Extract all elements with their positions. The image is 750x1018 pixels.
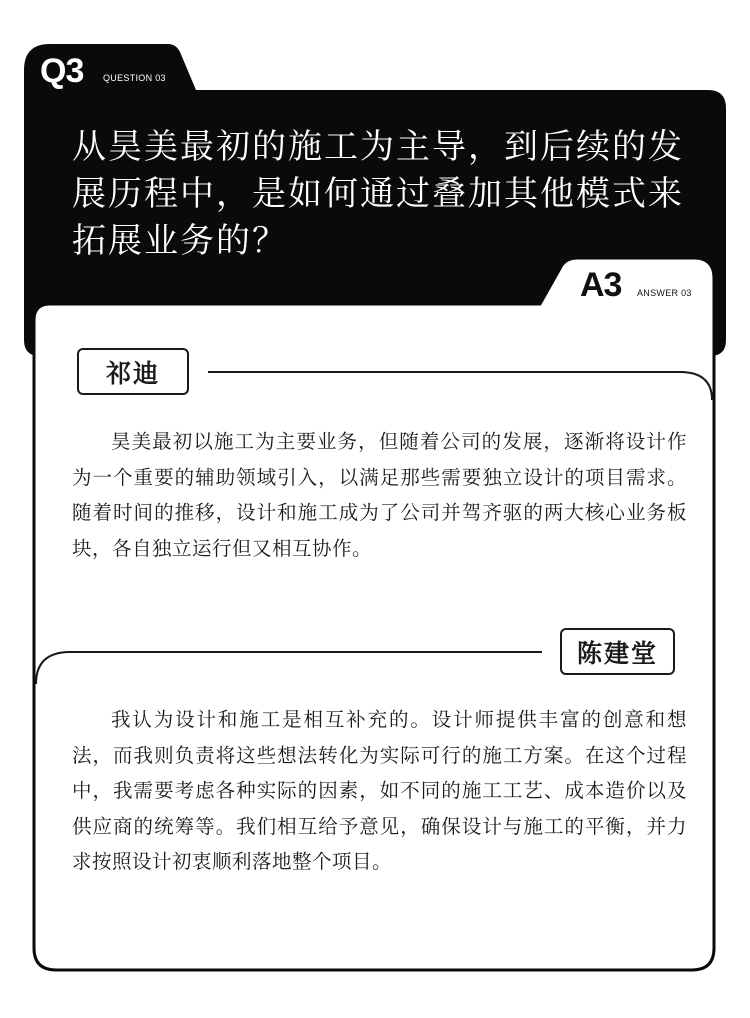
answer-sublabel: ANSWER 03 <box>637 288 692 298</box>
speaker2-answer: 我认为设计和施工是相互补充的。设计师提供丰富的创意和想法，而我则负责将这些想法转化为实际可行的施工方案。在这个过程中，我需要考虑各种实际的因素，如不同的施工工艺、成本造价以及供应商的统筹等。我们相互给予意见，确保设计与施工的平衡，并力求按照设计初衷顺利落地整个项目。 <box>72 708 687 873</box>
speaker1-answer: 昊美最初以施工为主要业务，但随着公司的发展，逐渐将设计作为一个重要的辅助领域引入，以满足那些需要独立设计的项目需求。随着时间的推移，设计和施工成为了公司并驾齐驱的两大核心业务板块，各自独立运行但又相互协作。 <box>72 430 687 560</box>
question-number: Q3 <box>40 52 84 90</box>
answer-number: A3 <box>580 266 622 304</box>
speaker1-name-tag: 祁迪 <box>77 348 189 395</box>
speaker2-name-tag: 陈建堂 <box>560 628 675 675</box>
question-sublabel: QUESTION 03 <box>103 73 166 83</box>
question-text: 从昊美最初的施工为主导，到后续的发展历程中，是如何通过叠加其他模式来拓展业务的？ <box>72 127 684 261</box>
